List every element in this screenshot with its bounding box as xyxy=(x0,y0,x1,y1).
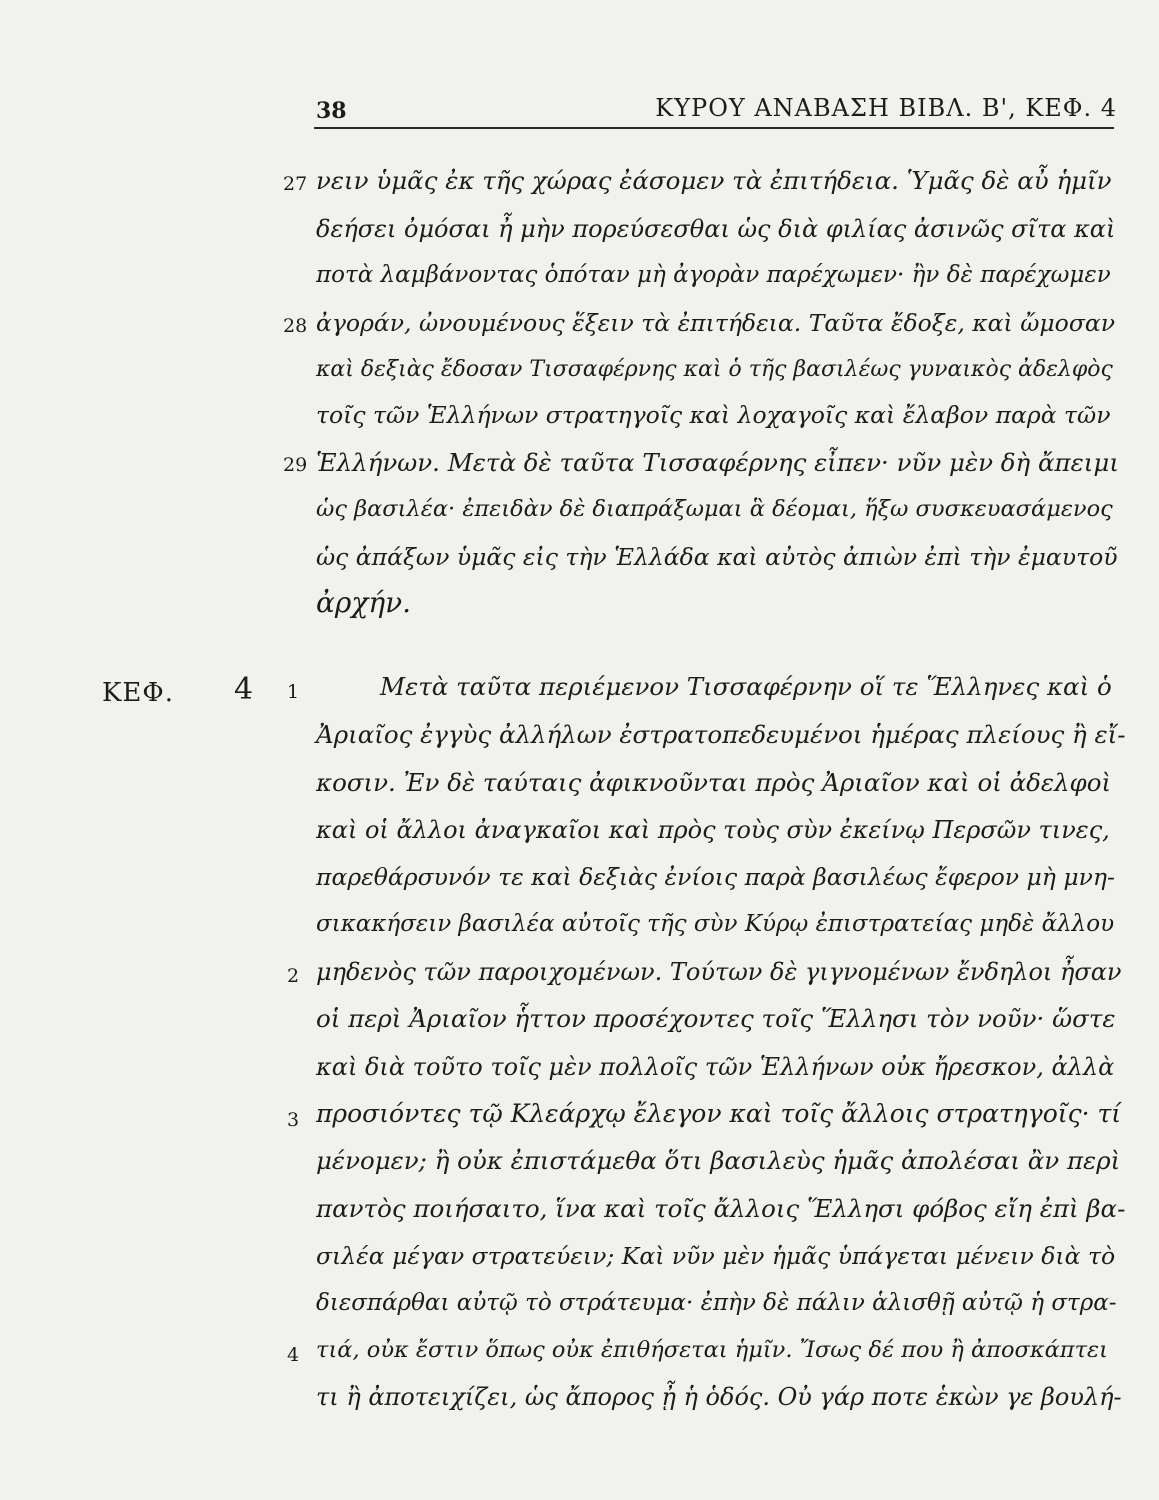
header-rule xyxy=(314,127,1114,129)
text-line: διεσπάρθαι αὐτῷ τὸ στράτευμα· ἐπὴν δὲ πάλιν ἁλισθῇ αὐτῷ ἡ στρα- xyxy=(316,1290,1117,1316)
section-number-29: 29 xyxy=(283,454,308,476)
text-line: σικακήσειν βασιλέα αὐτοῖς τῆς σὺν Κύρῳ ἐπιστρατείας μηδὲ ἄλλου xyxy=(316,911,1115,937)
text-line: παρεθάρσυνόν τε καὶ δεξιὰς ἐνίοις παρὰ βασιλέως ἔφερον μὴ μνη- xyxy=(316,863,1115,891)
text-line: ποτὰ λαμβάνοντας ὁπόταν μὴ ἀγορὰν παρέχωμεν· ἢν δὲ παρέχωμεν xyxy=(316,262,1111,288)
text-line: προσιόντες τῷ Κλεάρχῳ ἔλεγον καὶ τοῖς ἄλλοις στρατηγοῖς· τί xyxy=(316,1099,1122,1128)
text-line: τι ἢ ἀποτειχίζει, ὡς ἄπορος ᾖ ἡ ὁδός. Οὐ γάρ ποτε ἑκὼν γε βουλή- xyxy=(316,1383,1122,1411)
text-line: καὶ οἱ ἄλλοι ἀναγκαῖοι καὶ πρὸς τοὺς σὺν ἐκείνῳ Περσῶν τινες, xyxy=(316,816,1110,844)
text-line: μηδενὸς τῶν παροιχομένων. Τούτων δὲ γιγνομένων ἔνδηλοι ἦσαν xyxy=(316,958,1122,986)
text-line: Ἀριαῖος ἐγγὺς ἀλλήλων ἐστρατοπεδευμένοι ἡμέρας πλείους ἢ εἴ- xyxy=(316,720,1126,749)
text-line: σιλέα μέγαν στρατεύειν; Καὶ νῦν μὲν ἡμᾶς ὑπάγεται μένειν διὰ τὸ xyxy=(316,1242,1116,1270)
text-line: καὶ διὰ τοῦτο τοῖς μὲν πολλοῖς τῶν Ἑλλήνων οὐκ ἤρεσκον, ἀλλὰ xyxy=(316,1053,1115,1081)
section-number-3: 3 xyxy=(287,1109,300,1131)
text-line: δεήσει ὀμόσαι ἦ μὴν πορεύσεσθαι ὡς διὰ φιλίας ἀσινῶς σῖτα καὶ xyxy=(316,215,1116,243)
section-number-1: 1 xyxy=(287,681,300,703)
text-line: Μετὰ ταῦτα περιέμενον Τισσαφέρνην οἵ τε Ἕλληνες καὶ ὁ xyxy=(380,672,1112,701)
text-line: ἀγοράν, ὠνουμένους ἕξειν τὰ ἐπιτήδεια. Ταῦτα ἔδοξε, καὶ ὤμοσαν xyxy=(316,309,1116,337)
text-line: κοσιν. Ἐν δὲ ταύταις ἀφικνοῦνται πρὸς Ἀριαῖον καὶ οἱ ἀδελφοὶ xyxy=(316,768,1112,797)
chapter-number: 4 xyxy=(234,672,254,707)
page-number: 38 xyxy=(316,98,347,124)
section-number-4: 4 xyxy=(287,1344,300,1366)
running-title: ΚΥΡΟΥ ΑΝΑΒΑΣΗ ΒΙΒΛ. Β', ΚΕΦ. 4 xyxy=(655,94,1117,122)
text-line: οἱ περὶ Ἀριαῖον ἧττον προσέχοντες τοῖς Ἕλλησι τὸν νοῦν· ὥστε xyxy=(316,1004,1116,1033)
chapter-label: ΚΕΦ. xyxy=(102,678,174,708)
text-line: τιά, οὐκ ἔστιν ὅπως οὐκ ἐπιθήσεται ἡμῖν. Ἴσως δέ που ἢ ἀποσκάπτει xyxy=(316,1337,1108,1363)
text-line: ἀρχήν. xyxy=(316,586,412,619)
text-line: ὡς ἀπάξων ὑμᾶς εἰς τὴν Ἑλλάδα καὶ αὐτὸς ἀπιὼν ἐπὶ τὴν ἐμαυτοῦ xyxy=(316,543,1118,571)
text-line: παντὸς ποιήσαιτο, ἵνα καὶ τοῖς ἄλλοις Ἕλλησι φόβος εἴη ἐπὶ βα- xyxy=(316,1194,1126,1223)
section-number-27: 27 xyxy=(283,173,308,195)
text-line: μένομεν; ἢ οὐκ ἐπιστάμεθα ὅτι βασιλεὺς ἡμᾶς ἀπολέσαι ἂν περὶ xyxy=(316,1146,1121,1175)
text-line: τοῖς τῶν Ἑλλήνων στρατηγοῖς καὶ λοχαγοῖς καὶ ἔλαβον παρὰ τῶν xyxy=(316,401,1111,429)
section-number-28: 28 xyxy=(283,315,308,337)
text-line: νειν ὑμᾶς ἐκ τῆς χώρας ἐάσομεν τὰ ἐπιτήδεια. Ὑμᾶς δὲ αὖ ἡμῖν xyxy=(316,166,1112,195)
text-line: Ἑλλήνων. Μετὰ δὲ ταῦτα Τισσαφέρνης εἶπεν· νῦν μὲν δὴ ἄπειμι xyxy=(316,448,1119,477)
section-number-2: 2 xyxy=(287,965,300,987)
text-line: καὶ δεξιὰς ἔδοσαν Τισσαφέρνης καὶ ὁ τῆς βασιλέως γυναικὸς ἀδελφὸς xyxy=(316,357,1113,382)
text-line: ὡς βασιλέα· ἐπειδὰν δὲ διαπράξωμαι ἃ δέομαι, ἥξω συσκευασάμενος xyxy=(316,496,1113,522)
